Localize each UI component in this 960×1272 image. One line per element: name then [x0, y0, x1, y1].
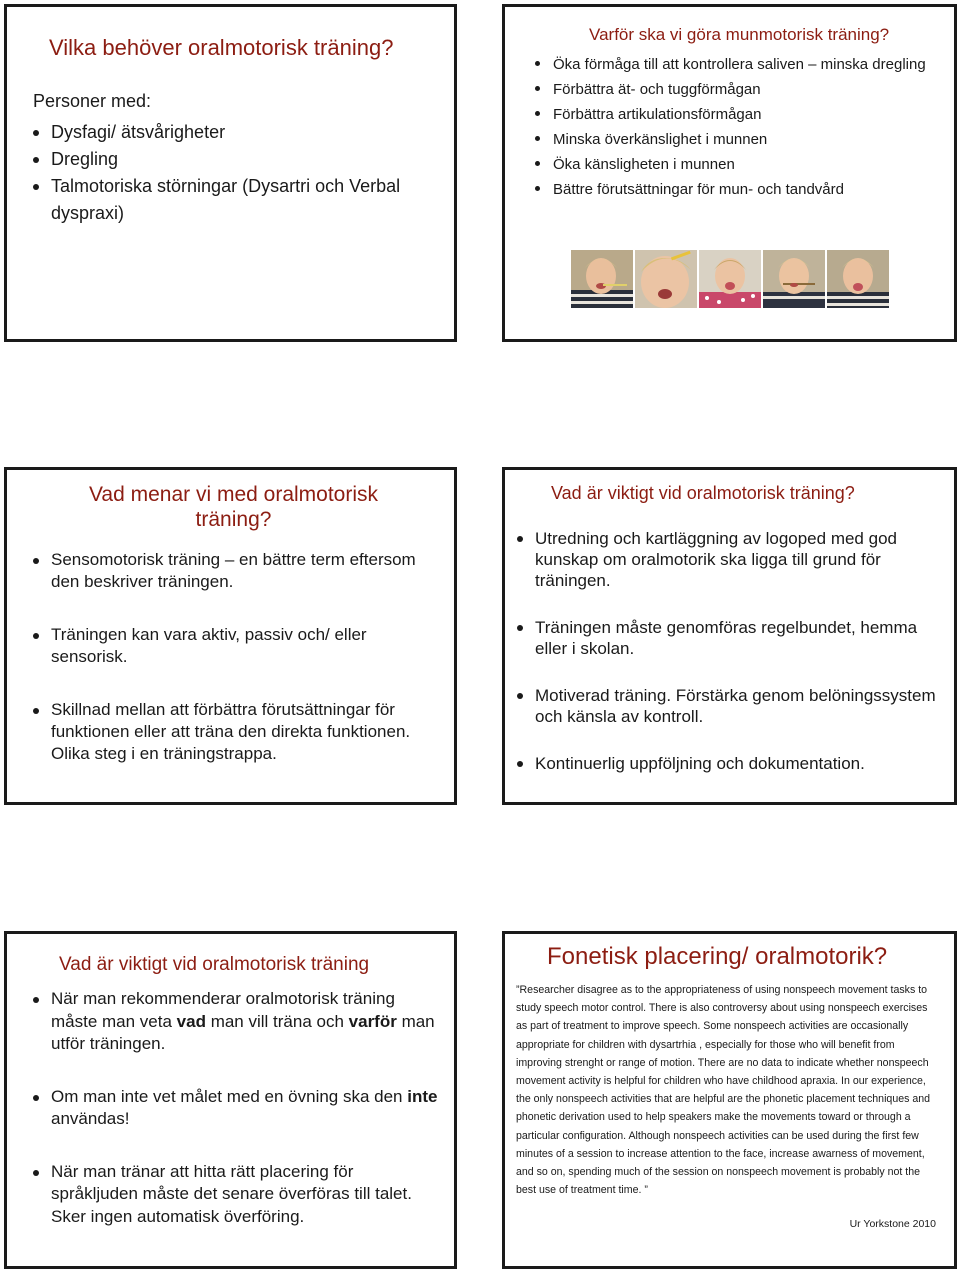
- slide-6: [502, 931, 957, 1269]
- child-photo-2: [635, 250, 697, 308]
- slide-2-title: Varför ska vi göra munmotorisk träning?: [589, 25, 890, 44]
- list-item: Motiverad träning. Förstärka genom belöningssystem och känsla av kontroll.: [515, 685, 945, 727]
- list-item: Förbättra artikulationsförmågan: [533, 103, 943, 126]
- slide-6-title: Fonetisk placering/ oralmotorik?: [547, 943, 888, 970]
- list-item: Talmotoriska störningar (Dysartri och Verbal dyspraxi): [31, 173, 431, 227]
- bullet-text: När man rekommenderar oralmotorisk träning måste man veta: [51, 989, 395, 1031]
- list-item: Bättre förutsättningar för mun- och tandvård: [533, 178, 943, 201]
- slide-2: [502, 4, 957, 342]
- slide-1-title: Vilka behöver oralmotorisk träning?: [49, 35, 394, 60]
- slide-5-title: Vad är viktigt vid oralmotorisk träning: [59, 954, 370, 975]
- slide-3-bullet-list: [31, 549, 441, 796]
- bullet-text: användas!: [51, 1109, 130, 1128]
- child-photo-3: [699, 250, 761, 308]
- slide-1: [4, 4, 457, 342]
- list-item: [31, 1086, 441, 1131]
- slide-5-bullet-list: [31, 988, 441, 1258]
- list-item: Förbättra ät- och tuggförmågan: [533, 78, 943, 101]
- bullet-emphasis: inte: [407, 1086, 438, 1106]
- bullet-text: Om man inte vet målet med en övning ska den: [51, 1086, 408, 1106]
- photo-strip: [571, 250, 889, 308]
- list-item: Utredning och kartläggning av logoped med god kunskap om oralmotorik ska ligga till grund för träningen.: [515, 528, 945, 591]
- list-item: Dregling: [31, 146, 431, 173]
- slide-3: [4, 467, 457, 805]
- bullet-emphasis: vad: [176, 1011, 206, 1031]
- list-item: Minska överkänslighet i munnen: [533, 128, 943, 151]
- bullet-text: man utför träningen.: [51, 1011, 435, 1053]
- list-item: [31, 988, 441, 1056]
- list-item: Skillnad mellan att förbättra förutsättningar för funktionen eller att träna den direkta funktionen. Olika steg i en träningstrappa.: [31, 699, 441, 765]
- child-photo-1: [571, 250, 633, 308]
- slide-1-intro: Personer med:: [33, 91, 152, 111]
- slide-5: [4, 931, 457, 1269]
- bullet-emphasis: varför: [348, 1011, 397, 1031]
- quote-text: ”Researcher disagree as to the appropriateness of using nonspeech movement tasks to study speech motor control. There is also controversy about using nonspeech exercises as part of treatment to improve speech. Some nonspeech activities are occasionally appropriate for children with dysartrhia , especially for those who will benefit from improving strenght or range of motion. There are no data to indicate whether nonspeech movement activity is helpful for children who have childhood apraxia. In our experience, the only nonspeech activities that are helpful are the phonetic placement techniques and phonetic derivation used to help speakers make the movements toward or through a particular configuration. Although nonspeech activities can be used during the first few minutes of a session to increase attention to the face, increase awarness of movement, and so on, spending much of the session on nonspeech movement is probably not the best use of treatment time. ”: [516, 984, 931, 1197]
- quote-source: Ur Yorkstone 2010: [849, 1218, 936, 1230]
- list-item: Kontinuerlig uppföljning och dokumentation.: [515, 753, 945, 774]
- list-item: Dysfagi/ ätsvårigheter: [31, 119, 431, 146]
- slide-4-title: Vad är viktigt vid oralmotorisk träning?: [551, 483, 855, 503]
- list-item: Träningen måste genomföras regelbundet, hemma eller i skolan.: [515, 617, 945, 659]
- bullet-text: man vill träna och: [205, 1011, 349, 1031]
- slide-4-bullet-list: [515, 528, 945, 800]
- slide-1-bullet-list: [31, 119, 431, 227]
- list-item: Sensomotorisk träning – en bättre term eftersom den beskriver träningen.: [31, 549, 441, 593]
- list-item: När man tränar att hitta rätt placering för språkljuden måste det senare överföras till talet. Sker ingen automatisk överföring.: [31, 1161, 441, 1229]
- list-item: Träningen kan vara aktiv, passiv och/ eller sensorisk.: [31, 624, 441, 668]
- list-item: Öka förmåga till att kontrollera saliven – minska dregling: [533, 53, 943, 76]
- slide-3-title: Vad menar vi med oralmotorisk träning?: [88, 483, 379, 532]
- slide-2-bullet-list: [533, 53, 943, 203]
- child-photo-5: [827, 250, 889, 308]
- slide-4: [502, 467, 957, 805]
- child-photo-4: [763, 250, 825, 308]
- list-item: Öka känsligheten i munnen: [533, 153, 943, 176]
